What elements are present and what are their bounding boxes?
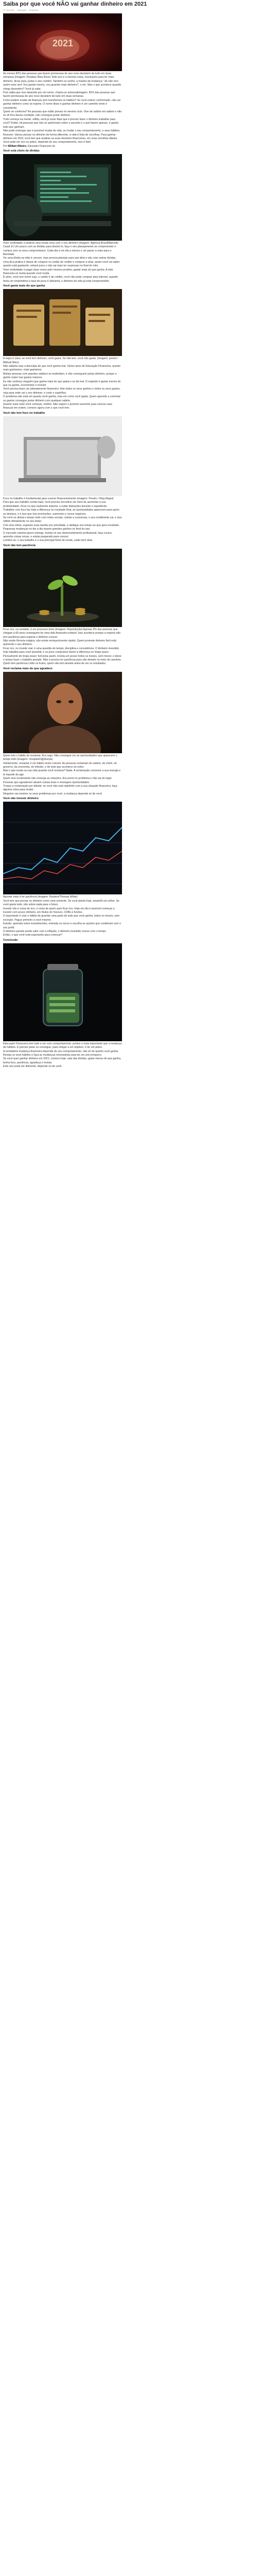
section-heading: Conclusão [3,938,18,942]
section-paragraph: Se você se distrai o tempo todo com redes sociais, celular e conversas, o seu rendimento cai, e isso reflete diretamente no seu bolso. [3,516,122,523]
author-name[interactable]: William Ribeiro [8,144,27,148]
section-paragraph: Lembre-se: o seu trabalho é a sua principal fonte de renda, cuide bem dela. [3,539,93,543]
section-paragraph: Quem vive reclamando não enxerga as soluções, fica preso no problema e não sai do lugar. Pessoas que agradecem atraem coisas boas e enxergam oportunidades. [3,777,112,784]
section-paragraph: Quem tem paciência colhe os frutos, quem não tem desiste antes de ver os resultados. [3,662,107,666]
section-photo [3,943,122,1041]
section-photo [3,672,122,753]
section-heading: Você reclama mais do que agradece [3,667,53,670]
computer-screen-image [3,154,122,241]
section-heading: Você não tem paciência [3,544,36,547]
section-paragraph: Você precisa fazer um planejamento financeiro: liste todos os seus ganhos e todos os seus gastos, veja para onde vai o seu dinheiro, e corte o supérfluo. [3,387,120,395]
laptop-work-image [3,416,122,496]
money-image [3,289,122,356]
intro-paragraph: Pois saiba que isso depende por um nome, chama-se autossabotagem. 82% das pessoas que fazem promessas de ano novo desistem de tudo em duas semanas. [3,91,115,98]
intro-paragraph: As menos 82% das pessoas que fazem promessas de ano novo desistem de tudo em duas semanas (imagem: Pixabay/ Bina Ross) Todo ano é a mesma coisa, resoluções para ter mais dinheiro, dicas para, juntar e ano contém. Também se sonha: a mantra da mudança: "ah não vivo assim esse ano! Vou gastar menos, vou guardar mais dinheiro!", e etc. Mas o que acontece quando chega dezembro? Você já sabe. [3,72,121,91]
section-paragraph: Infelizmente, reclamar é um hábito muito comum. As pessoas reclamam do salário, do chefe, do governo, da economia, do trânsito, e de tudo que acontece ao redor. [3,761,117,769]
section-paragraph: Você tem que pensar no dinheiro como uma semente. Se você planta hoje, amanhã vai colher. Se você gasta tudo, não sobra nada para o futuro. [3,899,119,907]
plant-coins-image [3,549,122,627]
article-meta [3,9,122,12]
section-photo [3,802,122,894]
section-paragraph: Ter uma dívida na vida é comum, mas precisa planejar para sair dela e não criar outras dívidas. [3,257,116,260]
section-paragraph: Se você quer ganhar dinheiro em 2021, comece hoje: saia das dívidas, gaste menos do que ganha, tenha foco, paciência, agradeça e invista. [3,1057,121,1064]
section-heading: Você não tem foco no trabalho [3,411,45,415]
section-paragraph: Educação Financeira tem tudo a ver com comportamento, pontos e mais importante que a mudança de hábitos. É preciso parar ou consegue, para chegar a um objetivo, é ter um plano. [3,1042,122,1049]
section-photo [3,154,122,241]
article-date: 27 Jan 2021 [3,9,15,11]
article-tag[interactable]: Financeiro [29,9,39,11]
intro-paragraph: Resumo: Vamos pensar no dinheiro de forma diferente, a vida é feita de escolhas. Para ganhar dinheiro em 2021 você tem que analisar as suas decisões financeiras, em suas escolhas diárias. [3,133,118,140]
article-category[interactable]: Educação [17,9,26,11]
section-paragraph: É sério, você tem nome sujo, o cartão é de crédito, você não pode comprar pela internet, quando tenta um empréstimo a taxa de juros é altíssima, o dinheiro do mês já está comprometido. [3,276,118,283]
section-photo [3,549,122,627]
section-paragraph: Quanto mais cedo você começar, melhor. Não espere o próximo aumento para colocar suas finanças em ordem, comece agora com o que você tem. [3,403,112,410]
section-paragraph: Para que seu trabalho renda mais, você precisa encontrar um meio de aumentar a sua produtividade, focar no que realmente importa, e evitar distrações durante o expediente. [3,501,108,508]
article [3,0,147,1069]
section-paragraph: O mercado valoriza quem entrega. Invista no seu desenvolvimento profissional, faça cursos, aprenda coisas novas, e esteja preparado para crescer. [3,531,113,538]
section-paragraph: Viver endividado e praticar uma renda nova com o seu dinheiro (imagem: Agência Brasil/Marcello Casal Jr) Um pouco com as dívidas para destrui-lo, faça o seu planejamento se comprometer e cumpra com os seus compromissos. Cada dia é um dia a menos e um passo a mais para a liberdade. [3,241,118,256]
section-paragraph: Troque a reclamação por atitude: se você não está satisfeito com a sua situação financeira, faça alguma coisa para mudar. [3,785,117,792]
intro-paragraph: Não pode enxergar que é possível mudar de vida, se mudar o seu comportamento, e seus hábitos. [3,129,120,133]
section-paragraph: Não adianta usar a desculpa de que você ganha mal. Vários anos de Educação Financeira, quanto mais ganhamos, mais gastamos. [3,365,120,372]
intro-paragraph: Como podem mudar de finanças sem transformar os hábitos? Se você estiver conformado, não vai ganhar dinheiro como se espera. O nome disso é ganhar dinheiro é um caminho lento e consistente. [3,98,120,110]
section-photo [3,289,122,356]
section-paragraph: Pensamento de longo prazo: funciona assim, invista um pouco todos os meses, sem mexer, e deixe o tempo fazer o trabalho pesado. Mas é preciso ter paciência para não desistir no meio do caminho. [3,654,122,662]
hero-photo [3,13,122,71]
section-paragraph: Não existe fórmula mágica, não existe enriquecimento rápido. Quem promete dinheiro fácil está querendo o seu dinheiro. [3,639,117,647]
section-heading: Você gasta mais do que ganha [3,284,45,288]
section-paragraph: Quem tem o hábito de reclamar, fica cego. Não consegue ver as oportunidades que aparecem o tempo todo (imagem: Unsplash/@jrkorpa) [3,754,117,761]
section-paragraph: Investir não é coisa de rico, é coisa de quem quer ficar rico. Hoje em dia é possível começar a investir com pouco dinheiro, em títulos do Tesouro, CDBs e fundos. [3,907,115,914]
section-paragraph: Foco no trabalho é fundamental para crescer financeiramente (imagem: Pexels / Oleg Magni) [3,497,114,500]
author-credit: Por William Ribeiro, Educador Financeiro do [3,144,56,148]
section-paragraph: Viver endividado é pagar duas vezes pelo mesmo produto, gastar mais do que ganha. A vida financeira só muda quando você muda. [3,268,113,275]
hand-2021-image [3,13,122,71]
section-photo [3,416,122,496]
section-paragraph: Eu não conheço ninguém que ganha mais do que gasta e se dá mal. O segredo é gastar menos do que se ganha, economizar e investir. [3,380,121,387]
money-jar-image [3,943,122,1041]
section-heading: Você não investe dinheiro [3,797,39,801]
stock-chart-image [3,802,122,894]
svg-text:2021: 2021 [52,38,74,48]
intro-paragraph: Quem se conforma? As pessoas que estão presas no mesmo ciclo. Vive de salário em salário e não se vê fora dessa condição, não consegue juntar dinheiro. [3,110,122,117]
section-paragraph: Trabalhar com foco faz toda a diferença no resultado final, as oportunidades aparecem para quem se destaca, e é isso que traz promoções, aumentos e novos negócios. [3,509,119,516]
person-portrait-image [3,672,122,753]
intro-paragraph: Tudo começa na mente, reflita, você já ouviu falar que é preciso fazer o dinheiro trabalhar para você? Então, há pessoas que não se aprimoram sobre o assunto e o que fazem apenas, é gastar tudo que ganham. [3,117,119,129]
section-paragraph: Crie uma rotina, organize suas tarefas por prioridade, e dedique seu tempo ao que gera resultado. Pequenas mudanças no dia a dia trazem grandes ganhos no final do ano. [3,523,120,531]
section-paragraph: Ficar rico, na verdade, é um processo lento (imagem: Reprodução) Apenas 5% das pessoas que chegam a 60 anos conseguem ter uma vida financeira estável. Isso acontece porque a maioria não tem paciência para esperar o dinheiro crescer. [3,628,121,639]
section-paragraph: Ficar rico, no mundo real, é uma questão de tempo, disciplina e consistência. O dinheiro investido hoje trabalha para você amanhã, e os juros compostos fazem a diferença no longo prazo. [3,647,119,654]
section-paragraph: O dinheiro parado perde valor com a inflação, o dinheiro investido cresce com o tempo. [3,929,107,933]
section-paragraph: Estude, aprenda sobre investimentos, entenda os riscos e escolha as opções que combinam com o seu perfil. [3,922,121,929]
intro-paragraph: Você pode ser rico ou pobre, depende do seu comportamento, isso é fato! [3,141,91,144]
section-paragraph: Muitas pessoas com grandes salários se endividam, e não conseguem juntar dinheiro, porque o ganho maior traz gastos maiores. [3,372,117,380]
section-paragraph: A regra é clara: se você tem dinheiro, você gasta. Se não tem, você não gasta. (imagem: pexels / Mikhail Nilov) [3,357,118,364]
section-paragraph: Mas o que muda na sua vida quando você reclama? Nada. A reclamação consome a sua energia e te impede de agir. [3,769,121,776]
section-paragraph: Ninguém vai resolver os seus problemas por você, a mudança depende só de você. [3,792,103,795]
section-paragraph: O importante é criar o hábito de guardar uma parte de tudo que você ganha, todos os meses, sem exceção. Pague primeiro a você mesmo. [3,914,120,922]
article-title: Saiba por que você NÃO vai ganhar dinheiro em 2021 [3,1,147,7]
section-paragraph: Apostar mais é ter paciência (imagem: Reuters/Thomas White) [3,895,78,899]
section-paragraph: Este ano pode ser diferente, depende só de você. [3,1065,62,1069]
section-paragraph: O problema não está em quanto você ganha, mas em como você gasta. Quem aprende a controlar os gastos consegue juntar dinheiro com qualquer salário. [3,395,121,402]
section-heading: Você está cheio de dívidas [3,149,40,152]
section-paragraph: Uma dica prática é deixar de comprar no cartão de crédito e comprar à vista, assim você vai saber quanto está gastando, evitará juros e não vai mais ter surpresas no final do mês. [3,260,120,268]
section-paragraph: A verdadeira mudança financeira depende do seu comportamento, não só do quanto você ganha. Reveja os seus hábitos e faça as mudanças necessárias para ter um ano próspero. [3,1049,119,1057]
section-paragraph: Então, o que você está esperando para começar? [3,934,63,937]
